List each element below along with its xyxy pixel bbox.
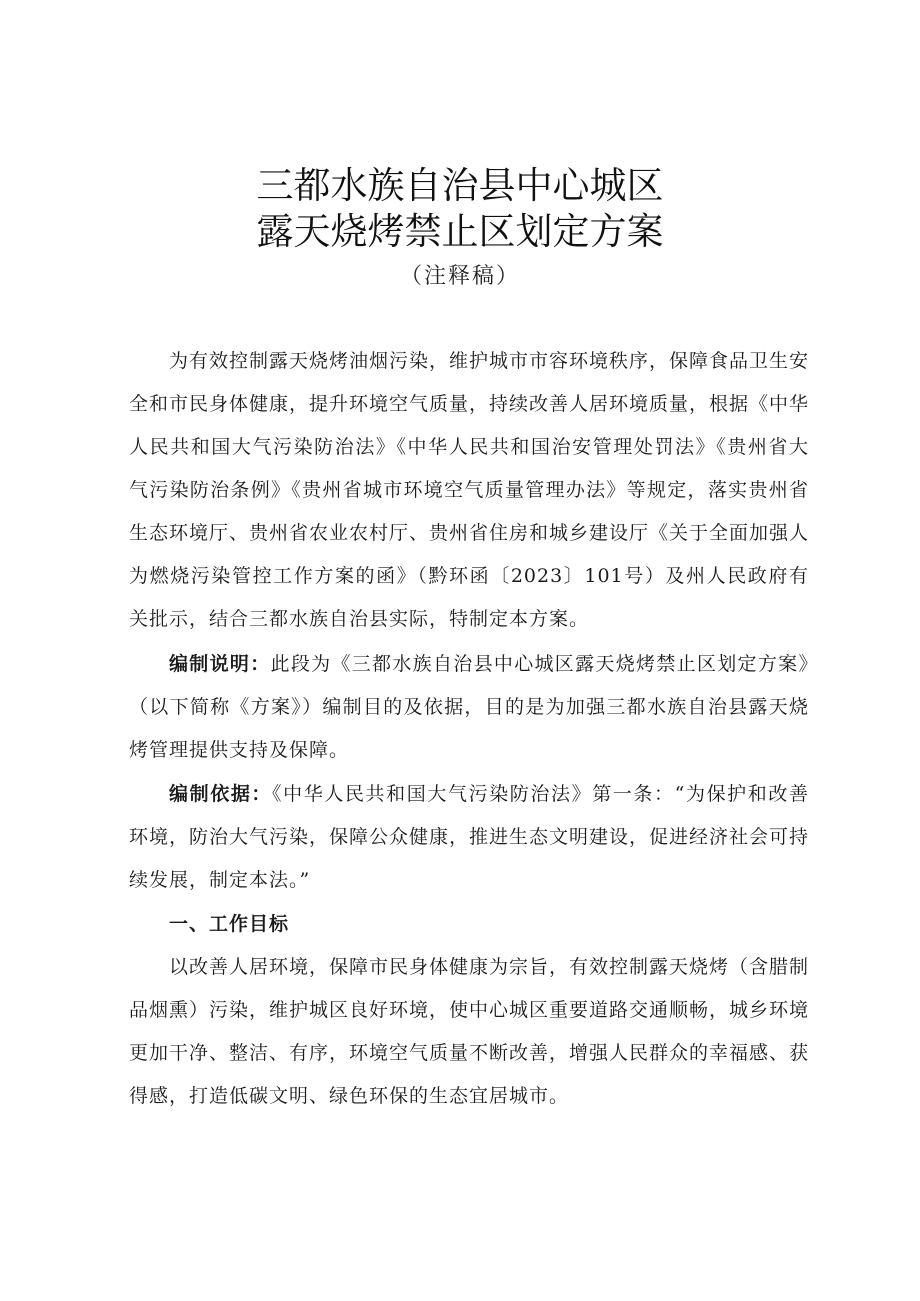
document-subtitle: （注释稿）	[399, 264, 520, 289]
paragraph-purpose: 为有效控制露天烧烤油烟污染，维护城市市容环境秩序，保障食品卫生安全和市民身体健康，提升环境空气质量，持续改善人居环境质量，根据《中华人民共和国大气污染防治法》《中华人民共和国治安管理处罚法》《贵州省大气污染防治条例》《贵州省城市环境空气质量管理办法》等规定，落实贵州省生态环境厅、贵州省农业农村厅、贵州省住房和城乡建设厅《关于全面加强人为燃烧污染管控工作方案的函》（黔环函〔2023〕101号）及州人民政府有关批示，结合三都水族自治县实际，特制定本方案。	[129, 350, 810, 630]
compilation-note-label: 编制说明：	[169, 653, 271, 675]
compilation-basis-label: 编制依据：	[169, 783, 273, 805]
paragraph-work-goals: 以改善人居环境，保障市民身体健康为宗旨，有效控制露天烧烤（含腊制品烟熏）污染，维护城区良好环境，使中心城区重要道路交通顺畅，城乡环境更加干净、整洁、有序，环境空气质量不断改善，增强人民群众的幸福感、获得感，打造低碳文明、绿色环保的生态宜居城市。	[129, 956, 810, 1107]
paragraph-compilation-note	[129, 643, 809, 772]
paragraph-compilation-basis	[129, 773, 809, 902]
section-heading-work-goals: 一、工作目标	[169, 913, 290, 935]
document-title-line-1: 三都水族自治县中心城区	[256, 164, 664, 207]
compilation-basis-text: 《中华人民共和国大气污染防治法》第一条：“为保护和改善环境，防治大气污染，保障公众健康，推进生态文明建设，促进经济社会可持续发展，制定本法。”	[129, 783, 810, 891]
document-title-line-2: 露天烧烤禁止区划定方案	[256, 210, 664, 253]
compilation-note-text: 此段为《三都水族自治县中心城区露天烧烤禁止区划定方案》（以下简称《方案》）编制目的及依据，目的是为加强三都水族自治县露天烧烤管理提供支持及保障。	[129, 653, 809, 761]
